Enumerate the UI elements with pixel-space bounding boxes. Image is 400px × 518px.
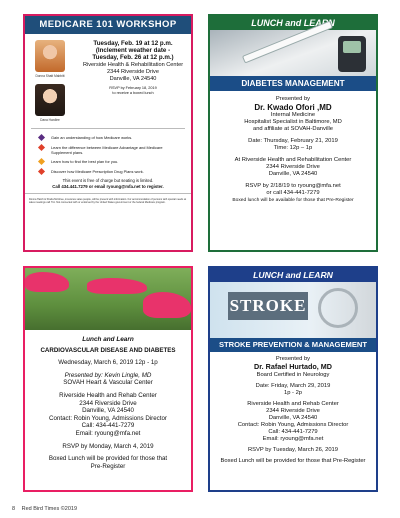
event-date: Date: Thursday, February 21, 2019: [248, 138, 338, 144]
workshop-date: Tuesday, Feb. 19 at 12 p.m.: [93, 40, 173, 47]
venue-name: Riverside Health and Rehab Center: [247, 400, 339, 407]
presenter-name: Dr. Kwado Ofori ,MD: [254, 103, 332, 112]
rsvp-line: RSVP by Monday, March 4, 2019: [62, 442, 154, 450]
running-shoes-image: [25, 268, 191, 330]
presenter-photo-2: [35, 84, 65, 116]
venue-street: 2344 Riverside Drive: [79, 399, 137, 407]
lunch-learn-header: LUNCH and LEARN: [210, 16, 376, 30]
certification: Board Certified in Neurology: [256, 371, 330, 378]
photo-caption-2: Dana Hardlee: [40, 118, 60, 122]
event-time: Time: 12p – 1p: [273, 145, 313, 151]
rsvp-note: to receive a boxed lunch: [112, 91, 154, 96]
presenter-photo-1: [35, 40, 65, 72]
venue-name: At Riverside Health and Rehabilitation Center: [234, 157, 352, 163]
shoe-icon: [25, 272, 69, 292]
glucometer-icon: [338, 36, 366, 72]
event-time: 1p - 2p: [283, 389, 303, 396]
presenter-line: Presented by: Kevin Lingle, MD: [64, 371, 152, 379]
event-date: Wednesday, March 6, 2019 12p - 1p: [58, 359, 158, 367]
presenter-org: SOVAH Heart & Vascular Center: [63, 379, 153, 387]
benefit-item: Gain an understanding of how Medicare works.: [39, 135, 181, 140]
diabetes-supplies-image: [210, 30, 376, 76]
rsvp-date: RSVP by February 18, 2019: [109, 86, 157, 91]
workshop-banner: MEDICARE 101 WORKSHOP: [25, 16, 191, 34]
contact-email: Email: ryoung@mfa.net: [262, 435, 324, 442]
venue-name: Riverside Health & Rehabilitation Center: [82, 61, 184, 68]
boxed-lunch-note: Boxed Lunch will be provided for those that: [48, 455, 168, 463]
venue-name: Riverside Health and Rehab Center: [59, 391, 157, 399]
venue-city: Danville, VA 24540: [268, 171, 318, 177]
topic-bar: STROKE PREVENTION & MANAGEMENT: [210, 338, 376, 352]
topic-title: CARDIOVASCULAR DISEASE AND DIABETES: [40, 346, 176, 354]
diabetes-lunch-ad: [208, 14, 378, 252]
contact-phone: Call: 434-441-7279: [81, 422, 135, 430]
presented-by: Presented by: [275, 96, 311, 102]
boxed-lunch-note-2: Pre-Register: [90, 462, 126, 470]
venue-street: 2344 Riverside Drive: [266, 164, 320, 170]
stroke-sign: STROKE: [228, 292, 308, 320]
benefit-item: Learn the difference between Medicare Advantage and Medicare Supplement plans.: [39, 145, 181, 155]
page-footer: [12, 506, 77, 512]
free-note: This event is free of charge but seating is limited.: [62, 178, 154, 183]
contact-phone: Call: 434-441-7279: [268, 428, 318, 435]
medicare-workshop-ad: [23, 14, 193, 252]
lunch-learn-header: LUNCH and LEARN: [210, 268, 376, 282]
venue-street: 2344 Riverside Drive: [266, 407, 320, 414]
disclaimer: Donna Hatch & Sheila McGhee, insurance sales people, will be present with information. For accommodation of persons with special needs at sales meetings call 711. Not connected with or endorsed by the United States government or the federal Medicare program.: [25, 193, 191, 204]
presenter-name: Dr. Rafael Hurtado, MD: [254, 362, 332, 371]
shoe-icon: [143, 292, 191, 318]
boxed-lunch-note: Boxed Lunch will be provided for those that Pre-Register: [220, 457, 366, 464]
topic-bar: DIABETES MANAGEMENT: [210, 76, 376, 91]
contact-line: Contact: Robin Young, Admissions Director: [237, 421, 349, 428]
page-number: 8: [12, 506, 16, 512]
photo-caption-1: Donna Shatt Mabbitt: [35, 74, 65, 78]
lunch-learn-label: Lunch and Learn: [82, 336, 134, 343]
event-date: Date: Friday, March 29, 2019: [255, 382, 331, 389]
stroke-lunch-ad: [208, 266, 378, 492]
venue-street: 2344 Riverside Drive: [107, 68, 159, 75]
cardiovascular-lunch-ad: [23, 266, 193, 492]
venue-city: Danville, VA 24540: [109, 76, 157, 83]
benefits-list: [25, 129, 191, 174]
rsvp-phone: or call 434-441-7279: [266, 190, 320, 196]
workshop-details: [77, 40, 189, 96]
affiliation: and affiliate at SOVAH-Danville: [252, 126, 333, 132]
venue-city: Danville, VA 24540: [268, 414, 318, 421]
specialty: Internal Medicine: [270, 112, 316, 118]
credential: Hospitalist Specialist in Baltimore, MD: [244, 119, 342, 125]
weather-date: Tuesday, Feb. 26 at 12 p.m.): [92, 54, 174, 62]
stethoscope-icon: [318, 288, 358, 328]
contact-email: Email: ryoung@mfa.net: [75, 429, 141, 437]
rsvp-line: RSVP by Tuesday, March 26, 2019: [247, 446, 338, 453]
publication-name: Red Bird Times ©2019: [21, 506, 78, 512]
shoe-icon: [87, 278, 147, 294]
rsvp-line: RSVP by 2/18/19 to ryoung@mfa.net: [245, 183, 341, 189]
boxed-lunch-note: Boxed lunch will be available for those that Pre-Register: [232, 198, 354, 203]
benefit-item: Discover how Medicare Prescription Drug Plans work.: [39, 169, 181, 174]
benefit-item: Learn how to find the best plan for you.: [39, 159, 181, 164]
register-call: Call 434.441.7279 or email ryoung@mfa.net to register.: [52, 184, 164, 189]
presented-by: Presented by: [275, 356, 311, 362]
stroke-image: [210, 282, 376, 338]
venue-city: Danville, VA 24540: [82, 407, 134, 415]
contact-line: Contact: Robin Young, Admissions Director: [49, 414, 167, 422]
weather-note: (Inclement weather date -: [95, 47, 171, 55]
